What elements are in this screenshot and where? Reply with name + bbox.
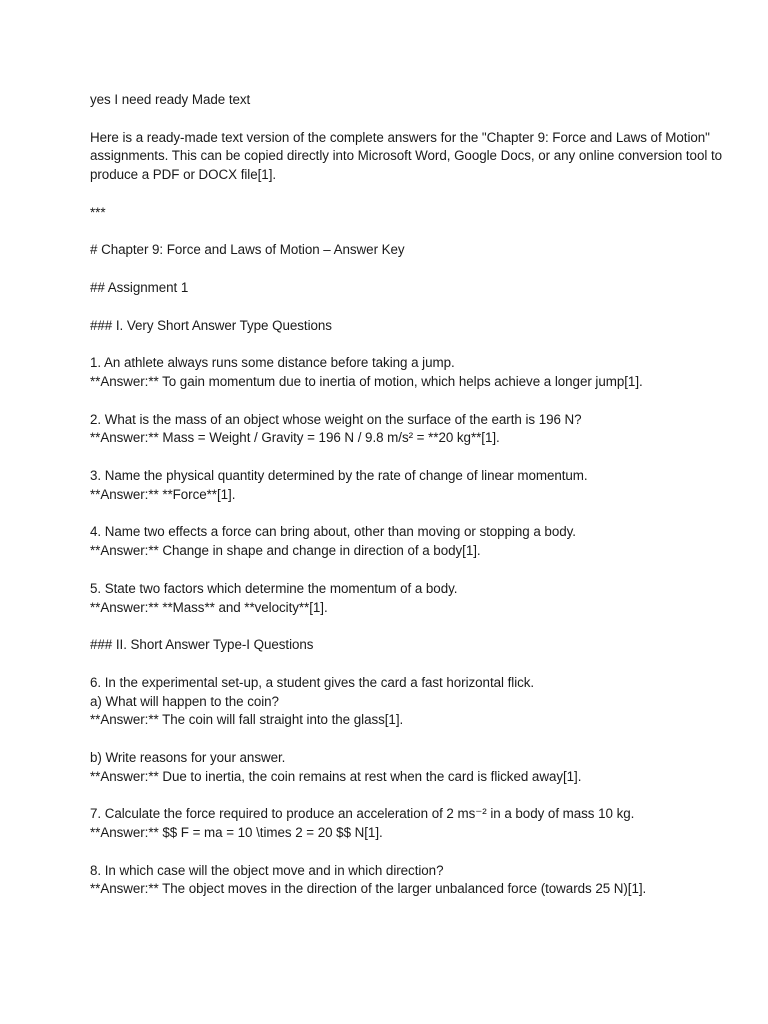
question-block-8 bbox=[90, 862, 730, 900]
question-block-5 bbox=[90, 580, 730, 618]
answer-text: **Answer:** **Force**[1]. bbox=[90, 486, 236, 502]
question-block-4 bbox=[90, 523, 730, 561]
question-text: 1. An athlete always runs some distance before taking a jump. bbox=[90, 355, 455, 371]
answer-text: **Answer:** Mass = Weight / Gravity = 196 N / 9.8 m/s² = **20 kg**[1]. bbox=[90, 430, 500, 446]
question-block-6b bbox=[90, 749, 730, 787]
separator-line: *** bbox=[90, 204, 106, 220]
question-text: 3. Name the physical quantity determined by the rate of change of linear momentum. bbox=[90, 467, 588, 483]
question-block-6a bbox=[90, 674, 730, 730]
sub-question-text: a) What will happen to the coin? bbox=[90, 693, 279, 709]
answer-text: **Answer:** The coin will fall straight into the glass[1]. bbox=[90, 712, 404, 728]
question-text: 5. State two factors which determine the momentum of a body. bbox=[90, 580, 458, 596]
intro-paragraph: Here is a ready-made text version of the complete answers for the "Chapter 9: Force and Laws of Motion" assignments. This can be copied directly into Microsoft Word, Google Docs, or any online conversion tool to produce a PDF or DOCX file[1]. bbox=[90, 129, 726, 183]
question-block-3 bbox=[90, 467, 730, 505]
section-heading-very-short: ### I. Very Short Answer Type Questions bbox=[90, 317, 332, 333]
question-block-1 bbox=[90, 354, 730, 392]
answer-text: **Answer:** Due to inertia, the coin remains at rest when the card is flicked away[1]. bbox=[90, 768, 582, 784]
question-text: 2. What is the mass of an object whose weight on the surface of the earth is 196 N? bbox=[90, 411, 582, 427]
document-text bbox=[90, 91, 730, 918]
sub-question-text: b) Write reasons for your answer. bbox=[90, 749, 286, 765]
answer-text: **Answer:** Change in shape and change in direction of a body[1]. bbox=[90, 543, 481, 559]
assignment-heading: ## Assignment 1 bbox=[90, 279, 189, 295]
question-text: 7. Calculate the force required to produce an acceleration of 2 ms⁻² in a body of mass 10 kg. bbox=[90, 806, 635, 822]
question-text: 6. In the experimental set-up, a student gives the card a fast horizontal flick. bbox=[90, 674, 535, 690]
answer-text: **Answer:** To gain momentum due to inertia of motion, which helps achieve a longer jump[1]. bbox=[90, 373, 643, 389]
question-text: 4. Name two effects a force can bring about, other than moving or stopping a body. bbox=[90, 524, 576, 540]
request-line: yes I need ready Made text bbox=[90, 92, 251, 107]
document-title: # Chapter 9: Force and Laws of Motion – Answer Key bbox=[90, 242, 405, 258]
answer-text: **Answer:** $$ F = ma = 10 \times 2 = 20 $$ N[1]. bbox=[90, 825, 383, 841]
answer-text: **Answer:** The object moves in the direction of the larger unbalanced force (towards 25 N)[1]. bbox=[90, 881, 647, 897]
question-block-2 bbox=[90, 411, 730, 449]
answer-text: **Answer:** **Mass** and **velocity**[1]. bbox=[90, 599, 328, 615]
section-heading-short-answer: ### II. Short Answer Type-I Questions bbox=[90, 637, 314, 653]
question-text: 8. In which case will the object move and in which direction? bbox=[90, 862, 444, 878]
question-block-7 bbox=[90, 805, 730, 843]
